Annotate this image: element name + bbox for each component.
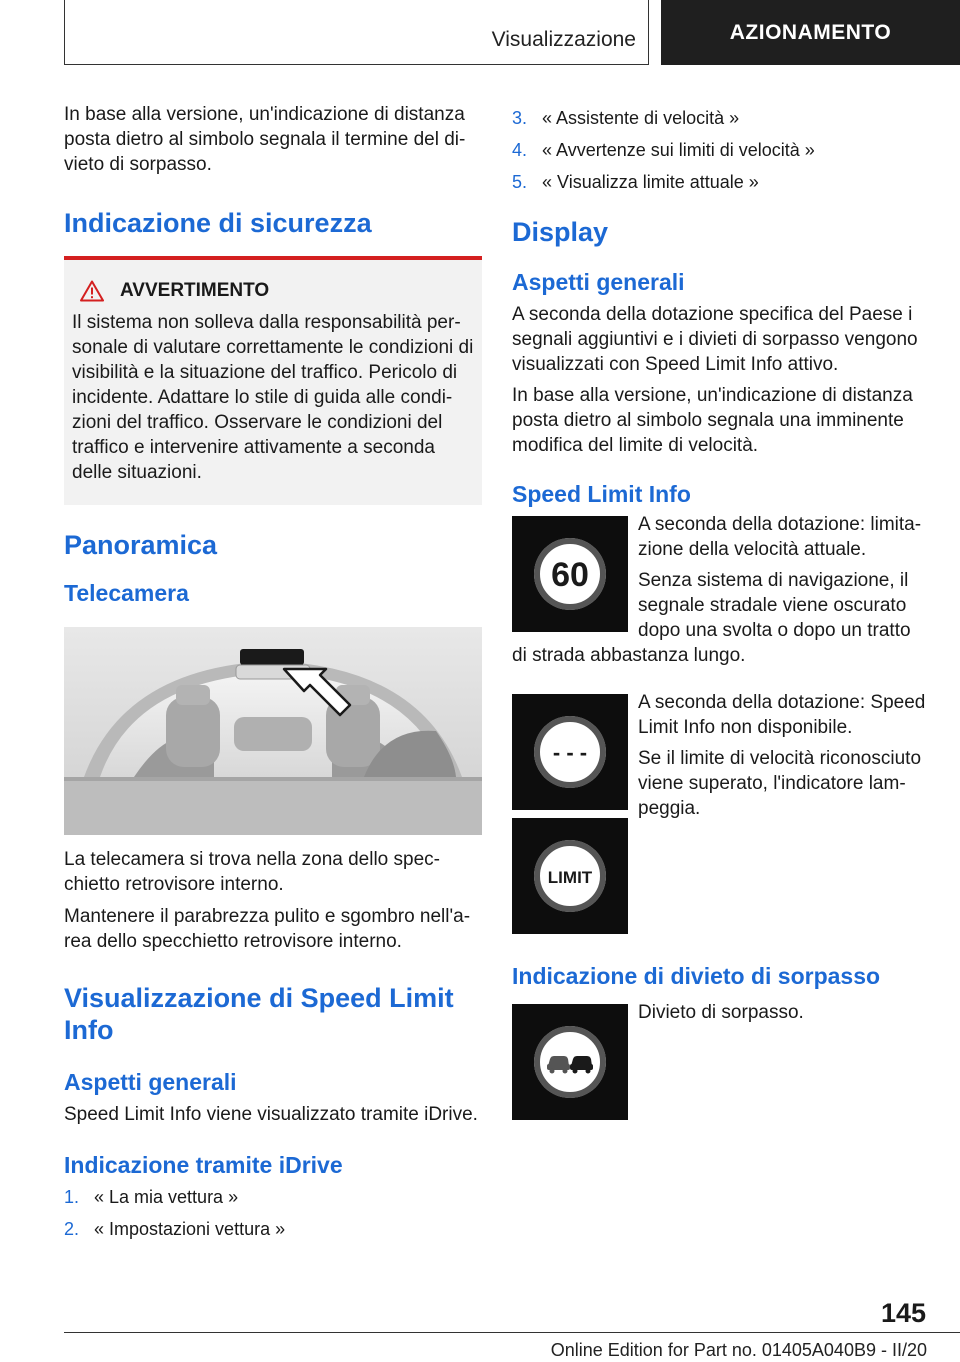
sli-text-3: A seconda della dotazione: Speed Limit Info non disponibile.: [638, 692, 926, 738]
camera-location-photo: [64, 627, 482, 835]
no-limit-value: - - -: [552, 740, 588, 765]
sli-text-2: Senza sistema di navigazione, il segnale stradale viene oscurato dopo una svolta o dopo un tratto di strada abbastanza lungo.: [512, 570, 911, 666]
no-passing-icon: [530, 1022, 610, 1102]
header-rule-left: [64, 0, 65, 64]
overview-heading: Panoramica: [64, 530, 218, 560]
list-item: [512, 166, 930, 198]
warning-triangle-icon: [80, 280, 104, 302]
idrive-heading: Indicazione tramite iDrive: [64, 1152, 343, 1178]
list-item: [64, 1213, 482, 1245]
list-item: [64, 1181, 482, 1213]
speed-limit-sign-icon: [530, 534, 610, 614]
limit-sign-icon: [530, 836, 610, 916]
header-chapter-tab[interactable]: AZIONAMENTO: [661, 0, 960, 65]
warning-box: [64, 256, 482, 505]
general-text-1: A seconda della dotazione specifica del Paese i segnali aggiuntivi e i divieti di sorpasso vengono visualizzati con Speed Limit Info attivo.: [512, 304, 918, 375]
general-heading: Aspetti generali: [64, 1069, 237, 1095]
header-section-title: Visualizzazione: [491, 28, 636, 51]
step-menu-label: « Assistente di velocità »: [542, 108, 740, 128]
step-number: 4.: [512, 140, 528, 160]
camera-text-1: La telecamera si trova nella zona dello specchietto retrovisore interno.: [64, 849, 440, 895]
step-menu-label: « La mia vettura »: [94, 1187, 239, 1207]
camera-text-2: Mantenere il parabrezza pulito e sgombro nell'area dello specchietto retrovisore interno.: [64, 906, 471, 952]
page-number: 145: [880, 1298, 926, 1328]
speed-limit-60-sign: [512, 516, 628, 632]
general-text: Speed Limit Info viene visualizzato tramite iDrive.: [64, 1104, 478, 1125]
sli-block-2: [512, 690, 930, 934]
header-rule-mid: [648, 0, 649, 64]
list-item: [512, 102, 930, 134]
limit-label: LIMIT: [547, 868, 593, 887]
general-heading: Aspetti generali: [512, 269, 685, 295]
intro-paragraph: In base alla versione, un'indicazione di distanza posta dietro al simbolo segnala il termine del divieto di sorpasso.: [64, 104, 466, 175]
warning-title: AVVERTIMENTO: [120, 280, 270, 301]
nopass-heading: Indicazione di divieto di sorpasso: [512, 963, 881, 989]
step-number: 3.: [512, 108, 528, 128]
speed-limit-unavailable-sign: [512, 694, 628, 810]
safety-heading: Indicazione di sicurezza: [64, 208, 372, 238]
speed-limit-value: 60: [551, 556, 589, 594]
display-heading: Display: [512, 217, 609, 247]
left-column: [64, 102, 482, 1245]
warning-title-row: [72, 280, 474, 302]
camera-heading: Telecamera: [64, 580, 189, 606]
sli-block-1: [512, 512, 930, 668]
display-heading: Visualizzazione di Speed Limit Info: [64, 983, 454, 1045]
header-rule-bottom: [64, 64, 649, 65]
sli-sign-stack: [512, 694, 628, 934]
idrive-steps-list: [64, 1181, 482, 1245]
nopass-text: Divieto di sorpasso.: [638, 1002, 804, 1023]
right-column: [512, 102, 930, 1120]
no-passing-sign: [512, 1004, 628, 1120]
footer-edition-text: Online Edition for Part no. 01405A040B9 - II/20: [550, 1340, 927, 1360]
step-menu-label: « Visualizza limite attuale »: [542, 172, 759, 192]
step-menu-label: « Avvertenze sui limiti di velocità »: [542, 140, 815, 160]
idrive-steps-list-continued: [512, 102, 930, 198]
nopass-block: [512, 1000, 930, 1120]
step-menu-label: « Impostazioni vettura »: [94, 1219, 286, 1239]
no-limit-sign-icon: [530, 712, 610, 792]
sli-text-4: Se il limite di velocità riconosciuto viene superato, l'indicatore lampeggia.: [638, 748, 922, 819]
warning-text: Il sistema non solleva dalla responsabilità personale di valutare correttamente le condizioni di visibilità e la situazione del traffico. Pericolo di incidente. Adattare lo stile di guida alle condizioni del traffico. Osservare le condizioni del traffico e intervenire attivamente a seconda delle situazioni.: [72, 312, 474, 483]
sli-heading: Speed Limit Info: [512, 481, 691, 507]
speed-limit-exceeded-sign: [512, 818, 628, 934]
footer-rule: [64, 1332, 960, 1333]
step-number: 2.: [64, 1219, 80, 1239]
general-text-2: In base alla versione, un'indicazione di distanza posta dietro al simbolo segnala una imminente modifica del limite di velocità.: [512, 385, 913, 456]
sli-text-1: A seconda della dotazione: limitazione della velocità attuale.: [638, 514, 922, 560]
list-item: [512, 134, 930, 166]
step-number: 1.: [64, 1187, 80, 1207]
step-number: 5.: [512, 172, 528, 192]
